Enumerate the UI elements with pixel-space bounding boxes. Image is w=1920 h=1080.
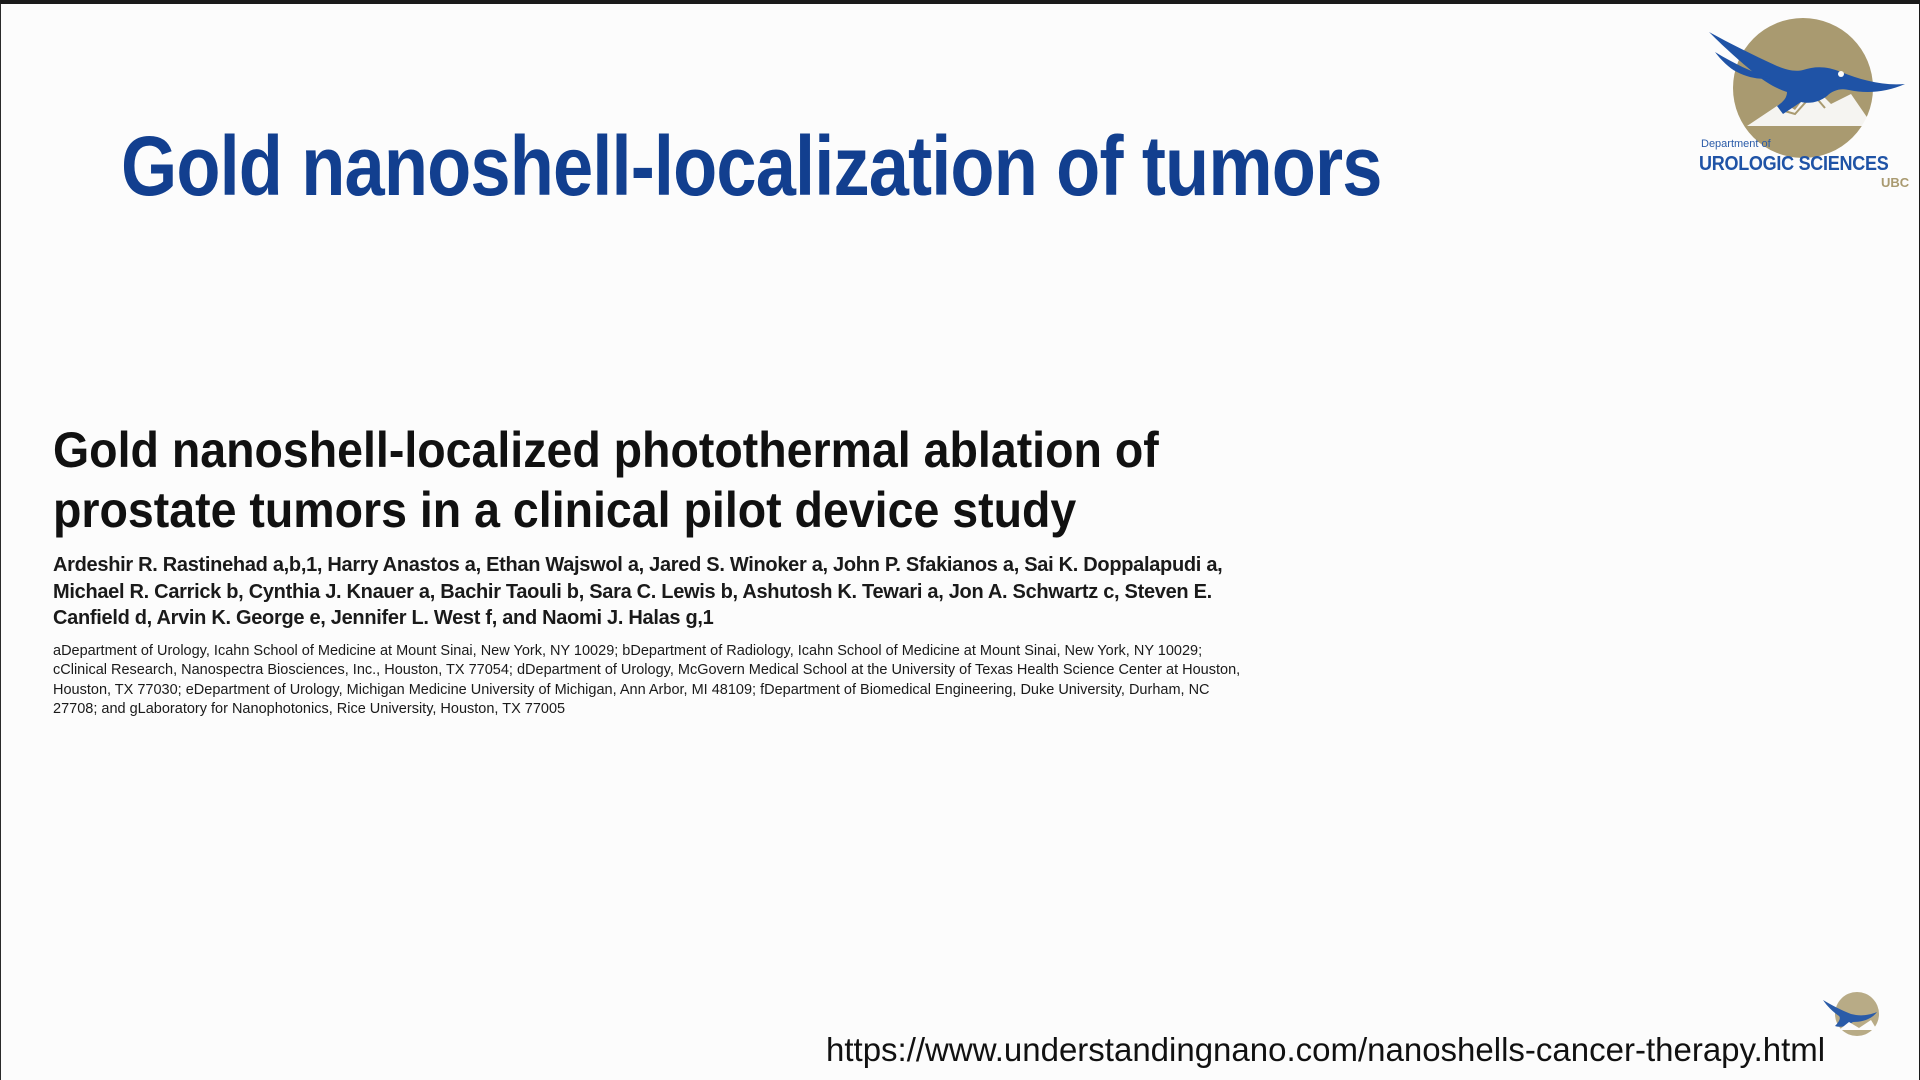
paper-affiliations: aDepartment of Urology, Icahn School of Medicine at Mount Sinai, New York, NY 10029; bDepartment of Radiology, Icahn School of Medicine at Mount Sinai, New York, NY 10029; cClinical Research, Nanospectra Biosciences, Inc., Houston, TX 77054; dDepartment of Urology, McGovern Medical School at the University of Texas Health Science Center at Houston, Houston, TX 77030; eDepartment of Urology, Michigan Medicine University of Michigan, Ann Arbor, MI 48109; fDepartment of Biomedical Engineering, Duke University, Durham, NC 27708; and gLaboratory for Nanophotonics, Rice University, Houston, TX 77005	[53, 642, 1241, 717]
eagle-mountain-small-icon	[1819, 990, 1889, 1040]
source-url: https://www.understandingnano.com/nanoshells-cancer-therapy.html	[826, 1031, 1826, 1068]
logo-institution-text: UBC	[1881, 175, 1910, 190]
paper-authors: Ardeshir R. Rastinehad a,b,1, Harry Anastos a, Ethan Wajswol a, Jared S. Winoker a, John P. Sfakianos a, Sai K. Doppalapudi a, Michael R. Carrick b, Cynthia J. Knauer a, Bachir Taouli b, Sara C. Lewis b, Ashutosh K. Tewari a, Jon A. Schwartz c, Steven E. Canfield d, Arvin K. George e, Jennifer L. West f, and Naomi J. Halas g,1	[53, 554, 1223, 629]
logo-department-text: Department of	[1701, 138, 1771, 150]
paper-excerpt	[53, 420, 1253, 720]
department-logo	[1691, 14, 1919, 194]
slide-title: Gold nanoshell-localization of tumors	[121, 119, 1382, 213]
paper-title: Gold nanoshell-localized photothermal ablation of prostate tumors in a clinical pilot device study	[53, 422, 1159, 538]
logo-name-text: UROLOGIC SCIENCES	[1699, 153, 1889, 175]
slide	[0, 4, 1919, 1080]
